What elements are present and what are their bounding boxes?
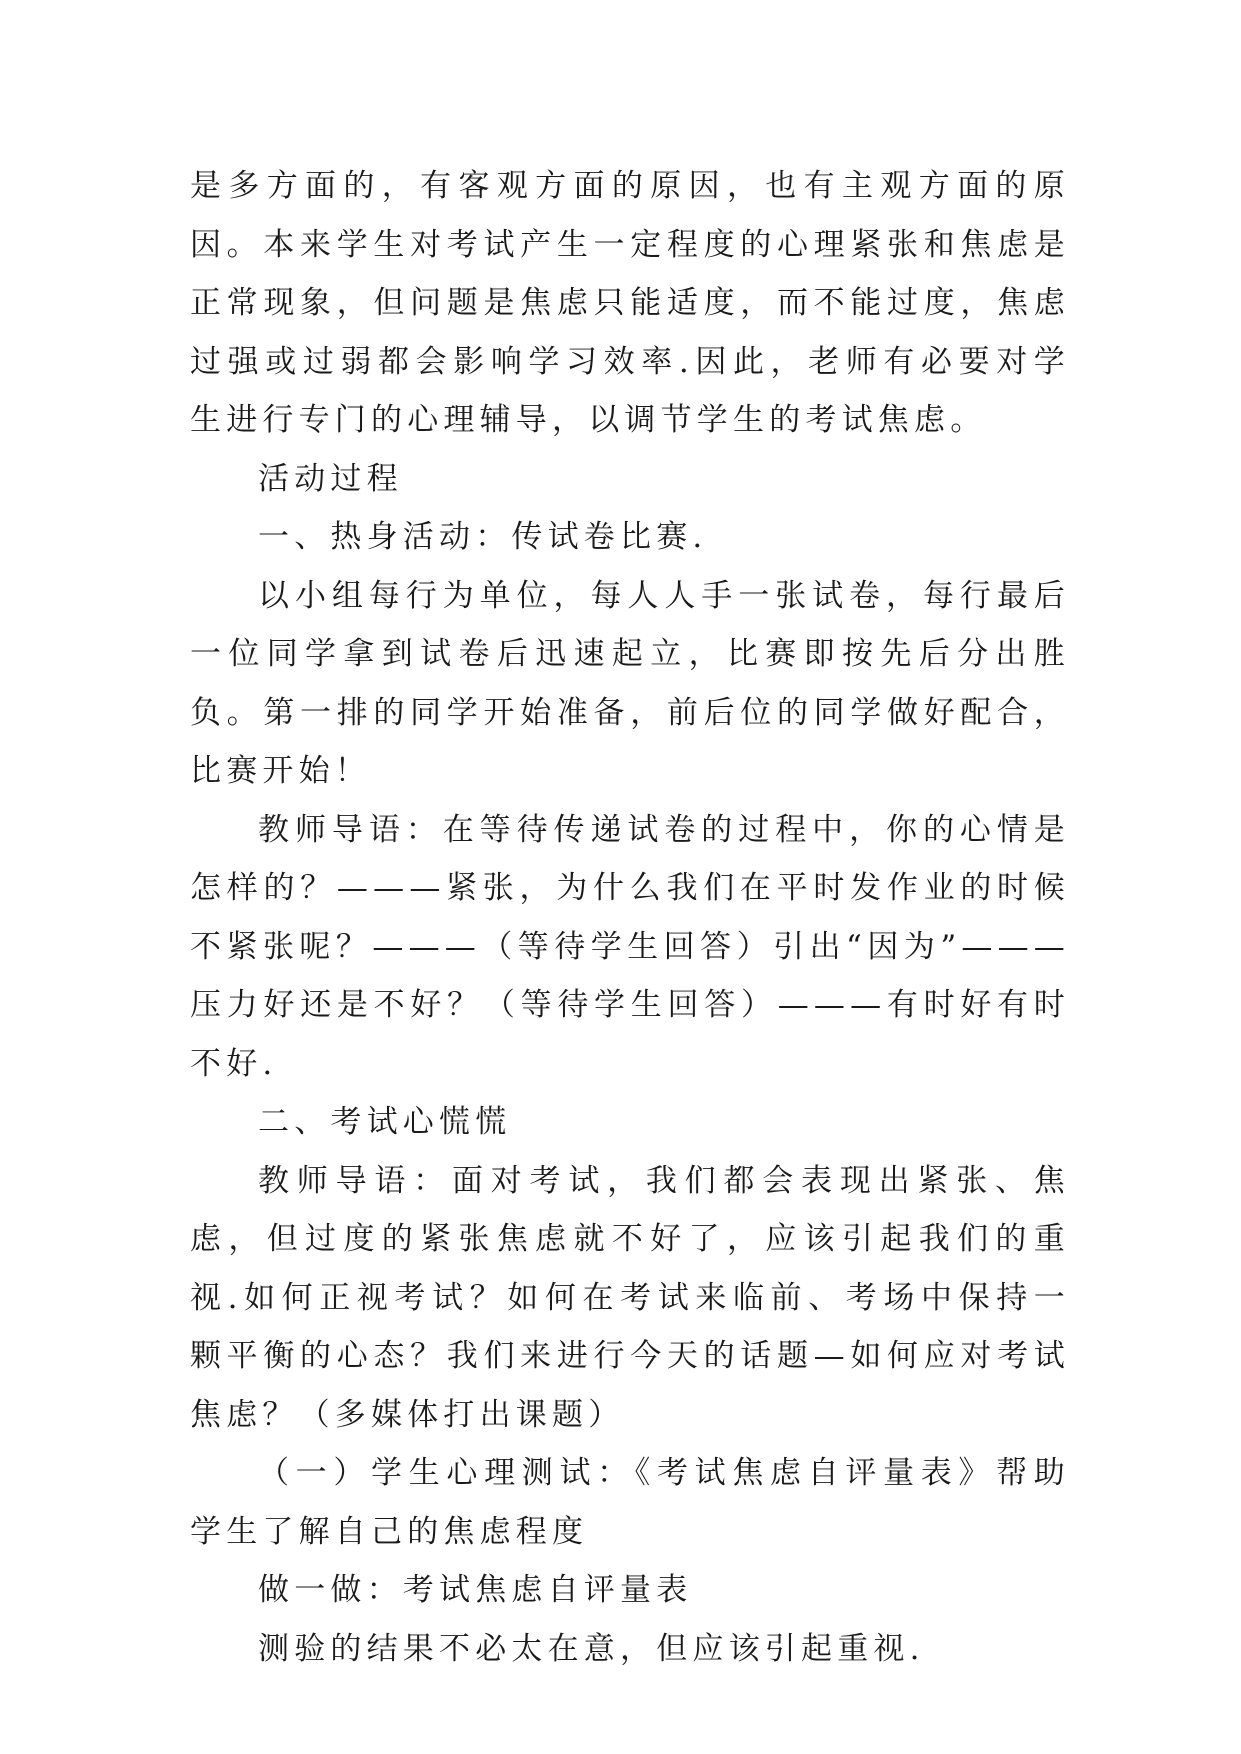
heading-activity-process: 活动过程 [258,460,403,497]
paragraph-teacher-intro-1: 教师导语：在等待传递试卷的过程中，你的心情是怎样的？———紧张，为什么我们在平时发作业的时候不紧张呢？———（等待学生回答）引出“因为”———压力好还是不好？（等待学生回答）———有时好有时不好. [190,811,1070,1082]
heading-exam-anxiety: 二、考试心慌慌 [258,1104,512,1140]
document-body [190,157,1070,1678]
heading-psych-test: （一）学生心理测试：《考试焦虑自评量表》帮助学生了解自己的焦虑程度 [190,1455,1070,1550]
paragraph-try-it: 做一做：考试焦虑自评量表 [258,1572,693,1608]
paragraph-warmup-rules: 以小组每行为单位，每人人手一张试卷，每行最后一位同学拿到试卷后迅速起立，比赛即按先后分出胜负。第一排的同学开始准备，前后位的同学做好配合，比赛开始！ [190,577,1070,789]
paragraph-test-result-note: 测验的结果不必太在意，但应该引起重视. [258,1630,925,1667]
paragraph-intro-continuation: 是多方面的，有客观方面的原因，也有主观方面的原因。本来学生对考试产生一定程度的心理紧张和焦虑是正常现象，但问题是焦虑只能适度，而不能过度，焦虑过强或过弱都会影响学习效率.因此，老师有必要对学生进行专门的心理辅导，以调节学生的考试焦虑。 [190,168,1070,438]
paragraph-teacher-intro-2: 教师导语：面对考试，我们都会表现出紧张、焦虑，但过度的紧张焦虑就不好了，应该引起我们的重视.如何正视考试？如何在考试来临前、考场中保持一颗平衡的心态？我们来进行今天的话题—如何应对考试焦虑？（多媒体打出课题） [190,1162,1070,1433]
heading-warmup-activity: 一、热身活动：传试卷比赛. [258,519,708,555]
